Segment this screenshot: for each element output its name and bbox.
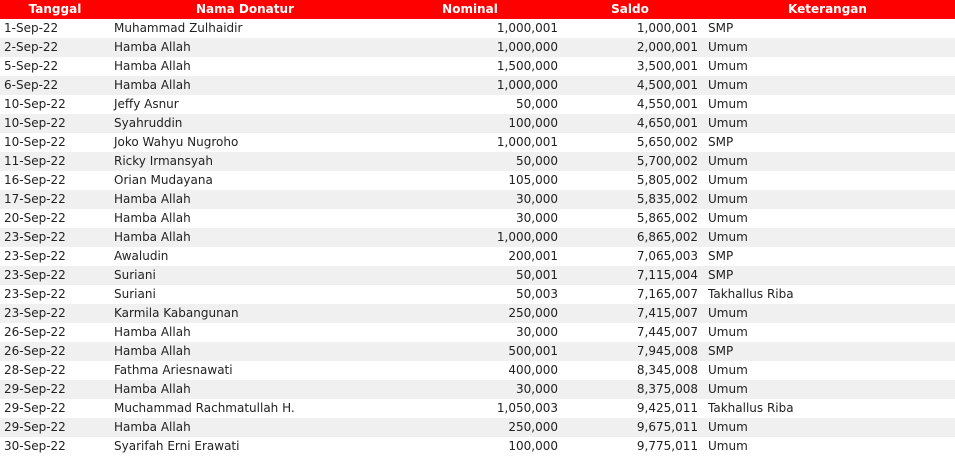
cell-nominal: 50,000 (516, 154, 558, 168)
cell-date: 11-Sep-22 (4, 154, 66, 168)
cell-donor-name: Hamba Allah (114, 59, 191, 73)
cell-keterangan: Umum (708, 439, 748, 453)
cell-keterangan: SMP (708, 21, 734, 35)
cell-date: 5-Sep-22 (4, 59, 59, 73)
table-row (0, 190, 955, 209)
table-row (0, 342, 955, 361)
table-row (0, 266, 955, 285)
table-row (0, 285, 955, 304)
cell-date: 29-Sep-22 (4, 382, 66, 396)
table-row (0, 418, 955, 437)
table-header (0, 0, 955, 19)
cell-date: 23-Sep-22 (4, 268, 66, 282)
table-row (0, 133, 955, 152)
cell-nominal: 250,000 (508, 306, 558, 320)
cell-saldo: 9,775,011 (636, 439, 698, 453)
cell-keterangan: SMP (708, 344, 734, 358)
cell-date: 26-Sep-22 (4, 344, 66, 358)
cell-donor-name: Suriani (114, 287, 156, 301)
cell-donor-name: Muhammad Zulhaidir (114, 21, 243, 35)
cell-saldo: 5,700,002 (636, 154, 698, 168)
cell-saldo: 7,415,007 (636, 306, 698, 320)
cell-date: 10-Sep-22 (4, 116, 66, 130)
header-donor-name: Nama Donatur (196, 2, 294, 16)
cell-donor-name: Muchammad Rachmatullah H. (114, 401, 295, 415)
cell-date: 23-Sep-22 (4, 230, 66, 244)
cell-nominal: 400,000 (508, 363, 558, 377)
cell-saldo: 7,065,003 (636, 249, 698, 263)
table-row (0, 171, 955, 190)
cell-nominal: 50,000 (516, 97, 558, 111)
cell-keterangan: Umum (708, 363, 748, 377)
cell-date: 2-Sep-22 (4, 40, 59, 54)
header-date: Tanggal (28, 2, 82, 16)
cell-saldo: 9,675,011 (636, 420, 698, 434)
cell-saldo: 7,115,004 (636, 268, 698, 282)
table-row (0, 209, 955, 228)
cell-date: 16-Sep-22 (4, 173, 66, 187)
table-row (0, 228, 955, 247)
cell-keterangan: Umum (708, 306, 748, 320)
cell-donor-name: Hamba Allah (114, 230, 191, 244)
cell-donor-name: Karmila Kabangunan (114, 306, 239, 320)
cell-donor-name: Awaludin (114, 249, 169, 263)
cell-nominal: 100,000 (508, 439, 558, 453)
cell-saldo: 5,650,002 (636, 135, 698, 149)
cell-keterangan: Umum (708, 382, 748, 396)
cell-keterangan: Umum (708, 59, 748, 73)
header-nominal: Nominal (442, 2, 498, 16)
cell-donor-name: Hamba Allah (114, 78, 191, 92)
table-row (0, 399, 955, 418)
cell-date: 26-Sep-22 (4, 325, 66, 339)
cell-keterangan: SMP (708, 249, 734, 263)
table-row (0, 323, 955, 342)
cell-nominal: 1,000,000 (496, 230, 558, 244)
cell-nominal: 30,000 (516, 211, 558, 225)
cell-saldo: 9,425,011 (636, 401, 698, 415)
table-row (0, 95, 955, 114)
cell-saldo: 2,000,001 (636, 40, 698, 54)
cell-donor-name: Hamba Allah (114, 344, 191, 358)
cell-keterangan: Umum (708, 230, 748, 244)
table-row (0, 57, 955, 76)
cell-nominal: 1,500,000 (496, 59, 558, 73)
cell-date: 29-Sep-22 (4, 401, 66, 415)
cell-date: 28-Sep-22 (4, 363, 66, 377)
cell-donor-name: Suriani (114, 268, 156, 282)
cell-date: 23-Sep-22 (4, 306, 66, 320)
cell-nominal: 1,000,001 (496, 21, 558, 35)
cell-keterangan: Umum (708, 78, 748, 92)
table-row (0, 114, 955, 133)
cell-saldo: 4,550,001 (636, 97, 698, 111)
cell-date: 30-Sep-22 (4, 439, 66, 453)
cell-date: 6-Sep-22 (4, 78, 59, 92)
table-row (0, 304, 955, 323)
cell-nominal: 1,000,001 (496, 135, 558, 149)
cell-nominal: 105,000 (508, 173, 558, 187)
table-row (0, 361, 955, 380)
cell-nominal: 50,001 (516, 268, 558, 282)
table-row (0, 437, 955, 456)
cell-donor-name: Hamba Allah (114, 325, 191, 339)
cell-date: 23-Sep-22 (4, 287, 66, 301)
table-row (0, 76, 955, 95)
cell-nominal: 30,000 (516, 382, 558, 396)
cell-nominal: 500,001 (508, 344, 558, 358)
cell-keterangan: SMP (708, 135, 734, 149)
cell-saldo: 6,865,002 (636, 230, 698, 244)
cell-donor-name: Jeffy Asnur (114, 97, 179, 111)
cell-date: 20-Sep-22 (4, 211, 66, 225)
cell-saldo: 5,835,002 (636, 192, 698, 206)
cell-saldo: 8,345,008 (636, 363, 698, 377)
cell-keterangan: Umum (708, 40, 748, 54)
cell-nominal: 1,050,003 (496, 401, 558, 415)
cell-nominal: 30,000 (516, 192, 558, 206)
cell-date: 23-Sep-22 (4, 249, 66, 263)
cell-date: 29-Sep-22 (4, 420, 66, 434)
cell-saldo: 7,945,008 (636, 344, 698, 358)
cell-saldo: 4,500,001 (636, 78, 698, 92)
header-saldo: Saldo (611, 2, 649, 16)
cell-saldo: 7,445,007 (636, 325, 698, 339)
table-row (0, 152, 955, 171)
cell-saldo: 3,500,001 (636, 59, 698, 73)
cell-keterangan: Umum (708, 325, 748, 339)
cell-saldo: 7,165,007 (636, 287, 698, 301)
table-row (0, 247, 955, 266)
cell-donor-name: Hamba Allah (114, 420, 191, 434)
cell-nominal: 1,000,000 (496, 40, 558, 54)
cell-donor-name: Hamba Allah (114, 382, 191, 396)
table-row (0, 19, 955, 38)
cell-nominal: 50,003 (516, 287, 558, 301)
cell-keterangan: Umum (708, 173, 748, 187)
header-keterangan: Keterangan (788, 2, 867, 16)
cell-donor-name: Hamba Allah (114, 211, 191, 225)
cell-nominal: 200,001 (508, 249, 558, 263)
table-row (0, 38, 955, 57)
cell-saldo: 1,000,001 (636, 21, 698, 35)
cell-keterangan: Umum (708, 211, 748, 225)
cell-keterangan: Umum (708, 97, 748, 111)
cell-donor-name: Syahruddin (114, 116, 183, 130)
cell-donor-name: Syarifah Erni Erawati (114, 439, 240, 453)
cell-nominal: 1,000,000 (496, 78, 558, 92)
cell-donor-name: Hamba Allah (114, 192, 191, 206)
cell-date: 10-Sep-22 (4, 97, 66, 111)
table-row (0, 380, 955, 399)
cell-nominal: 250,000 (508, 420, 558, 434)
cell-keterangan: Umum (708, 154, 748, 168)
cell-keterangan: SMP (708, 268, 734, 282)
cell-date: 1-Sep-22 (4, 21, 59, 35)
cell-donor-name: Joko Wahyu Nugroho (114, 135, 239, 149)
cell-donor-name: Hamba Allah (114, 40, 191, 54)
cell-saldo: 5,805,002 (636, 173, 698, 187)
cell-saldo: 5,865,002 (636, 211, 698, 225)
header-row (0, 0, 955, 19)
cell-keterangan: Umum (708, 420, 748, 434)
cell-keterangan: Takhallus Riba (708, 287, 794, 301)
cell-donor-name: Orian Mudayana (114, 173, 213, 187)
cell-saldo: 8,375,008 (636, 382, 698, 396)
cell-nominal: 30,000 (516, 325, 558, 339)
table-body (0, 19, 955, 456)
cell-donor-name: Ricky Irmansyah (114, 154, 213, 168)
cell-keterangan: Umum (708, 192, 748, 206)
cell-date: 17-Sep-22 (4, 192, 66, 206)
cell-keterangan: Takhallus Riba (708, 401, 794, 415)
cell-keterangan: Umum (708, 116, 748, 130)
cell-nominal: 100,000 (508, 116, 558, 130)
cell-date: 10-Sep-22 (4, 135, 66, 149)
cell-saldo: 4,650,001 (636, 116, 698, 130)
cell-donor-name: Fathma Ariesnawati (114, 363, 233, 377)
